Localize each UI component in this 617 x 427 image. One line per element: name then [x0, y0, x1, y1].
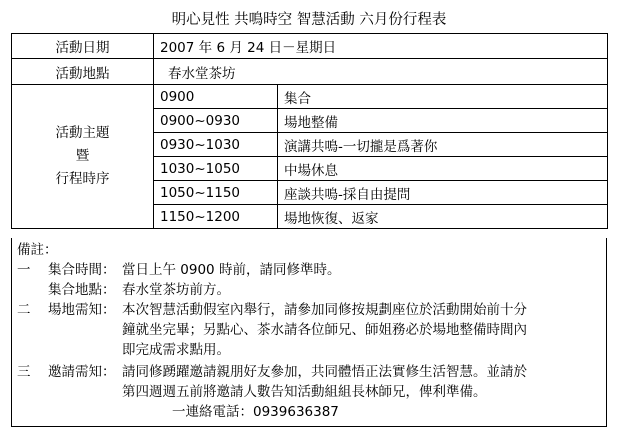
note-number: 一	[17, 262, 31, 278]
note-label: 邀請需知：	[48, 364, 116, 380]
schedule-time: 1030~1050	[154, 157, 278, 181]
note-text-line: 第四週週五前將邀請人數告知活動組組長林師兄，俾利準備。	[122, 384, 487, 400]
theme-label-line: 活動主題	[55, 125, 110, 141]
place-value: 春水堂茶坊	[154, 59, 608, 85]
note-label: 集合地點：	[48, 282, 116, 298]
contact-phone: 一連絡電話：0939636387	[172, 404, 339, 420]
schedule-item: 場地恢復、返家	[278, 205, 608, 229]
schedule-item: 中場休息	[278, 157, 608, 181]
theme-label	[12, 85, 154, 229]
date-label: 活動日期	[12, 34, 154, 59]
note-number: 三	[17, 364, 31, 380]
schedule-document	[11, 8, 607, 426]
notes-section	[11, 238, 607, 427]
place-row	[12, 59, 608, 85]
document-title: 明心見性 共鳴時空 智慧活動 六月份行程表	[171, 12, 447, 28]
theme-label-line: 暨	[75, 148, 90, 164]
schedule-row	[12, 85, 608, 109]
theme-label-line: 行程時序	[55, 171, 110, 187]
schedule-table	[11, 33, 608, 229]
note-label: 集合時間：	[48, 262, 116, 278]
schedule-item: 集合	[278, 85, 608, 109]
place-label: 活動地點	[12, 59, 154, 85]
note-text: 春水堂茶坊前方。	[122, 282, 230, 298]
schedule-time: 1050~1150	[154, 181, 278, 205]
note-text-line: 本次智慧活動假室內舉行，請參加同修按規劃座位於活動開始前十分	[122, 302, 527, 318]
schedule-item: 演講共鳴-一切攏是爲著你	[278, 133, 608, 157]
date-value: 2007 年 6 月 24 日－星期日	[154, 34, 608, 59]
note-text: 當日上午 0900 時前，請同修準時。	[122, 262, 341, 278]
schedule-time: 0930~1030	[154, 133, 278, 157]
schedule-time: 1150~1200	[154, 205, 278, 229]
schedule-item: 座談共鳴-採自由提問	[278, 181, 608, 205]
note-number: 二	[17, 302, 31, 318]
notes-header: 備註：	[17, 242, 58, 258]
date-row	[12, 34, 608, 59]
note-label: 場地需知：	[48, 302, 116, 318]
note-text-line: 請同修踴躍邀請親朋好友參加，共同體悟正法實修生活智慧。並請於	[122, 364, 527, 380]
schedule-item: 場地整備	[278, 109, 608, 133]
schedule-time: 0900~0930	[154, 109, 278, 133]
note-text-line: 鐘就坐完畢；另點心、茶水請各位師兄、師姐務必於場地整備時間內	[122, 322, 527, 338]
note-text-line: 即完成需求點用。	[122, 342, 230, 358]
schedule-time: 0900	[154, 85, 278, 109]
